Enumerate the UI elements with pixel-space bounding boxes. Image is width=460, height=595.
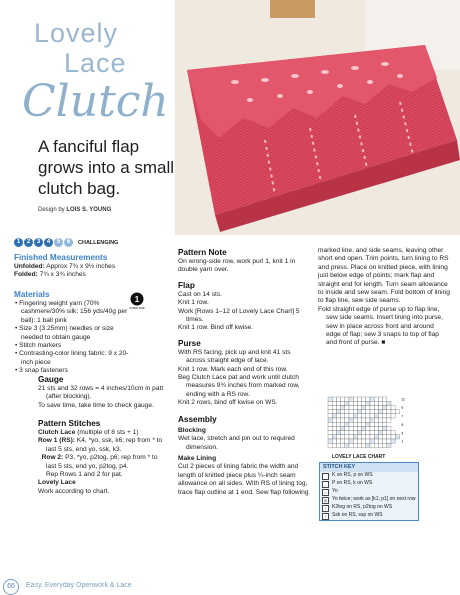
flap-line: Knit 1 row. — [178, 299, 209, 307]
chart-cell — [332, 443, 336, 447]
chart-cell — [332, 418, 336, 422]
chart-cell — [336, 443, 340, 447]
chart-cell — [349, 435, 353, 439]
lining-text: Cut 2 pieces of lining fabric the width and length of knitted piece plus ¼-inch seam allowance on all sides. With RS of lining tog, trace flap outline at 1 end. Sew flap following — [178, 463, 309, 496]
chart-cell — [362, 439, 366, 443]
chart-cell — [357, 397, 361, 401]
skill-level — [14, 238, 118, 247]
chart-row-number: 7 — [401, 414, 404, 419]
k2tog-symbol-icon: / — [322, 505, 329, 512]
chart-cell — [370, 397, 374, 401]
chart-cell — [353, 414, 357, 418]
chart-cell — [374, 426, 378, 430]
purse-heading: Purse — [178, 338, 201, 348]
rep-line: Rep Rows 1 and 2 for pat. — [46, 471, 123, 479]
chart-cell — [353, 410, 357, 414]
chart-cell — [391, 405, 395, 409]
chart-cell — [332, 405, 336, 409]
key-text: K2tog on RS, p2tog on WS — [332, 504, 393, 510]
chart-cell — [349, 422, 353, 426]
chart-cell — [374, 414, 378, 418]
chart-cell — [370, 431, 374, 435]
flap-heading: Flap — [178, 280, 195, 290]
chart-cell — [345, 426, 349, 430]
chart-cell — [336, 405, 340, 409]
chart-cell — [353, 431, 357, 435]
chart-cell — [366, 435, 370, 439]
chart-cell — [391, 414, 395, 418]
skill-level-3: 3 — [34, 238, 43, 247]
chart-cell — [362, 410, 366, 414]
chart-cell — [328, 443, 332, 447]
chart-cell — [374, 439, 378, 443]
chart-cell — [336, 422, 340, 426]
lovely-lace-chart — [318, 395, 428, 460]
lead-text: A fanciful flap grows into a small clutch bag. — [38, 137, 175, 198]
chart-cell — [362, 422, 366, 426]
key-row — [320, 488, 418, 496]
chart-cell — [328, 410, 332, 414]
gauge-note: To save time, take time to check gauge. — [38, 401, 154, 409]
material-text: Contrasting-color lining fabric: 9 x 20-inch piece — [19, 350, 129, 366]
chart-cell — [378, 397, 382, 401]
skill-label: CHALLENGING — [78, 239, 119, 246]
chart-cell — [332, 410, 336, 414]
chart-cell — [336, 414, 340, 418]
chart-cell — [341, 397, 345, 401]
chart-cell — [345, 422, 349, 426]
chart-row-number: 9 — [401, 406, 404, 411]
chart-cell — [378, 401, 382, 405]
key-text: Yo twice; work as [k1, p1] on next row — [332, 496, 416, 502]
chart-cell — [370, 439, 374, 443]
chart-cell — [341, 443, 345, 447]
gauge-section — [38, 374, 166, 410]
book-title-footer: Easy, Everyday Openwork & Lace — [26, 582, 132, 589]
skill-level-2: 2 — [24, 238, 33, 247]
flap-line: Knit 1 row. Bind off kwise. — [178, 324, 254, 332]
chart-cell — [378, 414, 382, 418]
gauge-text: 21 sts and 32 rows = 4 inches/10cm in patt (after blocking). — [38, 385, 164, 401]
chart-cell — [387, 405, 391, 409]
row1 — [38, 437, 168, 454]
chart-cell — [353, 405, 357, 409]
key-text: P on RS, k on WS — [332, 480, 373, 486]
row2-text: P3, *yo, p2tog, p6; rep from * to last 5 sts, end yo, p2tog, p4. — [46, 454, 158, 470]
chart-cell — [370, 401, 374, 405]
chart-cell — [378, 405, 382, 409]
chart-cell — [349, 431, 353, 435]
chart-cell — [374, 435, 378, 439]
chart-cell — [391, 431, 395, 435]
chart-cell — [353, 422, 357, 426]
chart-cell — [387, 439, 391, 443]
chart-cell — [395, 435, 399, 439]
chart-cell — [345, 418, 349, 422]
col3-text-2-body: Fold straight edge of purse up to flap line, sew side seams. Insert lining into purse, sew in place across front and around edge of flap; sew 3 snaps to top of flap and front of purse. — [318, 305, 443, 347]
chart-cell — [353, 397, 357, 401]
chart-cell — [349, 443, 353, 447]
clutch-photo — [175, 0, 460, 235]
chart-cell — [357, 401, 361, 405]
chart-caption: LOVELY LACE CHART — [332, 454, 386, 460]
chart-cell — [362, 443, 366, 447]
chart-cell — [328, 426, 332, 430]
chart-cell — [349, 410, 353, 414]
chart-cell — [357, 410, 361, 414]
chart-cell — [345, 439, 349, 443]
chart-cell — [374, 431, 378, 435]
chart-cell — [370, 422, 374, 426]
chart-cell — [332, 422, 336, 426]
blocking-text: Wet lace, stretch and pin out to required dimension. — [178, 435, 295, 451]
unfolded-label: Unfolded: — [14, 263, 45, 270]
chart-cell — [378, 426, 382, 430]
chart-cell — [357, 426, 361, 430]
chart-cell — [353, 443, 357, 447]
chart-cell — [341, 439, 345, 443]
chart-cell — [357, 435, 361, 439]
chart-cell — [362, 405, 366, 409]
materials-heading: Materials — [14, 290, 50, 299]
chart-cell — [349, 426, 353, 430]
clutch-lace-line — [38, 429, 168, 437]
chart-cell — [332, 435, 336, 439]
chart-cell — [328, 418, 332, 422]
chart-cell — [328, 405, 332, 409]
finished-section — [14, 252, 164, 280]
chart-cell — [366, 439, 370, 443]
material-text: Size 3 (3.25mm) needles or size needed to obtain gauge — [19, 325, 114, 341]
col3-text-2 — [318, 306, 450, 348]
key-row — [320, 512, 418, 520]
chart-cell — [362, 435, 366, 439]
chart-cell — [357, 439, 361, 443]
chart-cell — [387, 443, 391, 447]
chart-row-number: 3 — [401, 431, 404, 436]
folded-value: 7¾ x 3¾ inches — [39, 271, 86, 279]
chart-cell — [387, 414, 391, 418]
chart-cell — [383, 410, 387, 414]
chart-cell — [345, 401, 349, 405]
chart-cell — [378, 439, 382, 443]
chart-cell — [366, 410, 370, 414]
clutch-lace-mult: (multiple of 8 sts + 1) — [77, 429, 139, 436]
chart-cell — [374, 422, 378, 426]
chart-cell — [383, 401, 387, 405]
chart-cell — [328, 435, 332, 439]
chart-cell — [387, 435, 391, 439]
chart-cell — [349, 405, 353, 409]
chart-cell — [341, 405, 345, 409]
purse-line: Knit 1 row. Mark each end of this row. — [178, 365, 288, 373]
chart-cell — [387, 401, 391, 405]
chart-cell — [366, 422, 370, 426]
chart-cell — [374, 405, 378, 409]
chart-cell — [357, 418, 361, 422]
chart-cell — [383, 426, 387, 430]
chart-cell — [378, 418, 382, 422]
chart-cell — [378, 431, 382, 435]
chart-cell — [362, 431, 366, 435]
chart-cell — [341, 418, 345, 422]
chart-cell — [370, 414, 374, 418]
chart-cell — [345, 435, 349, 439]
chart-cell — [353, 439, 357, 443]
chart-cell — [383, 397, 387, 401]
chart-cell — [345, 443, 349, 447]
chart-cell — [383, 435, 387, 439]
materials-section — [14, 289, 132, 376]
chart-cell — [383, 418, 387, 422]
yarn-weight-icon — [130, 292, 144, 310]
chart-cell — [332, 401, 336, 405]
key-row — [320, 496, 418, 504]
chart-cell — [387, 418, 391, 422]
purse-line: Knit 2 rows, bind off kwise on WS. — [178, 399, 278, 407]
chart-cell — [362, 426, 366, 430]
chart-cell — [366, 397, 370, 401]
stitch-key-heading: STITCH KEY — [320, 463, 418, 472]
chart-cell — [370, 435, 374, 439]
chart-cell — [391, 439, 395, 443]
stitches-heading: Pattern Stitches — [38, 419, 101, 428]
ssk-symbol-icon: \ — [322, 513, 329, 520]
chart-cell — [383, 422, 387, 426]
chart-row-number: 5 — [401, 422, 404, 427]
material-item: • Fingering weight yarn (70% cashmere/30% silk; 156 yds/40g per ball): 1 ball pink — [15, 300, 128, 324]
chart-cell — [332, 397, 336, 401]
chart-cell — [374, 443, 378, 447]
chart-cell — [374, 410, 378, 414]
chart-cell — [336, 401, 340, 405]
chart-grid — [318, 395, 428, 449]
chart-cell — [374, 397, 378, 401]
chart-cell — [332, 431, 336, 435]
chart-cell — [383, 405, 387, 409]
material-item: • Contrasting-color lining fabric: 9 x 20-inch piece — [15, 350, 129, 366]
chart-cell — [383, 439, 387, 443]
lining-label: Make Lining — [178, 454, 217, 462]
chart-cell — [341, 414, 345, 418]
material-item: • 3 snap fasteners — [15, 367, 68, 375]
knit-symbol-icon — [322, 473, 329, 480]
chart-cell — [349, 439, 353, 443]
chart-cell — [332, 414, 336, 418]
chart-cell — [328, 397, 332, 401]
chart-cell — [328, 422, 332, 426]
title-line-3: Clutch — [22, 76, 169, 127]
lovely-lace-text: Work according to chart. — [38, 487, 110, 495]
key-text: K on RS, p on WS — [332, 472, 373, 478]
chart-cell — [378, 435, 382, 439]
chart-cell — [362, 401, 366, 405]
row2 — [38, 454, 168, 471]
chart-cell — [341, 435, 345, 439]
chart-cell — [366, 401, 370, 405]
designer-name: LOIS S. YOUNG — [66, 207, 112, 213]
yo-twice-symbol-icon: ◎ — [323, 498, 328, 503]
key-row — [320, 480, 418, 488]
row1-text: K4, *yo, ssk, k6; rep from * to last 5 sts, end yo, ssk, k3. — [46, 437, 163, 453]
chart-cell — [341, 426, 345, 430]
chart-cell — [353, 426, 357, 430]
yarn-weight-number: 1 — [134, 295, 140, 304]
material-item: • Size 3 (3.25mm) needles or size needed to obtain gauge — [15, 325, 114, 341]
chart-cell — [345, 431, 349, 435]
chart-cell — [341, 410, 345, 414]
purse-line: With RS facing, pick up and knit 41 sts across straight edge of lace. — [178, 348, 291, 365]
chart-cell — [328, 414, 332, 418]
chart-cell — [345, 405, 349, 409]
chart-cell — [328, 401, 332, 405]
end-mark: ■ — [381, 339, 386, 347]
chart-cell — [341, 422, 345, 426]
flap-line: Cast on 14 sts. — [178, 290, 222, 298]
chart-cell — [387, 426, 391, 430]
chart-cell — [391, 410, 395, 414]
row1-label: Row 1 (RS): — [38, 437, 75, 445]
chart-cell — [366, 431, 370, 435]
clutch-illustration — [175, 0, 460, 235]
folded-line — [14, 271, 164, 279]
key-text: Yo — [332, 488, 338, 494]
material-text: Stitch markers — [19, 342, 62, 350]
title-line-2: Lace — [64, 48, 127, 78]
gauge-heading: Gauge — [38, 375, 64, 384]
chart-cell — [362, 397, 366, 401]
skill-level-1: 1 — [14, 238, 23, 247]
skill-level-4: 4 — [44, 238, 53, 247]
chart-cell — [336, 418, 340, 422]
purl-symbol-icon: – — [322, 481, 329, 488]
chart-cell — [391, 435, 395, 439]
chart-cell — [353, 418, 357, 422]
chart-cell — [383, 414, 387, 418]
unfolded-value: Approx 7¾ x 9½ inches — [46, 263, 116, 270]
yarn-weight-label: SUPER FINE — [129, 307, 145, 310]
material-text: 3 snap fasteners — [19, 367, 68, 375]
title-line-1: Lovely — [34, 18, 119, 48]
yo-symbol-icon: ○ — [322, 489, 329, 496]
chart-cell — [345, 410, 349, 414]
stitches-section — [38, 418, 168, 496]
key-row — [320, 472, 418, 480]
chart-cell — [336, 431, 340, 435]
finished-heading: Finished Measurements — [14, 253, 108, 262]
column-2 — [178, 247, 310, 497]
chart-row-number: 1 — [401, 439, 404, 444]
chart-cell — [374, 418, 378, 422]
chart-cell — [357, 431, 361, 435]
chart-cell — [378, 410, 382, 414]
chart-cell — [383, 443, 387, 447]
column-3 — [318, 247, 450, 348]
chart-cell — [366, 414, 370, 418]
chart-cell — [357, 443, 361, 447]
chart-cell — [332, 426, 336, 430]
col3-text-1: marked line, and side seams, leaving other short end open. Trim points, turn lining to RS and press. Place on knitted piece, with lining just below edge of points; mark flap and straight end for length. Turn seam allowance to inside and sew seam. Fold bottom of lining to flap line, sew side seams. — [318, 247, 450, 305]
key-row — [320, 504, 418, 512]
chart-cell — [328, 431, 332, 435]
chart-cell — [336, 426, 340, 430]
chart-cell — [387, 410, 391, 414]
chart-cell — [341, 431, 345, 435]
chart-cell — [357, 405, 361, 409]
chart-cell — [357, 422, 361, 426]
pattern-note-heading: Pattern Note — [178, 248, 227, 257]
byline — [38, 207, 111, 213]
material-text: Fingering weight yarn (70% cashmere/30% silk; 156 yds/40g per ball): 1 ball pink — [19, 300, 128, 324]
chart-cell — [336, 410, 340, 414]
pattern-note-text: On wrong-side row, work purl 1, knit 1 in double yarn over. — [178, 258, 296, 274]
page-number: 66 — [3, 579, 19, 595]
flap-line: Work [Rows 1–12 of Lovely Lace Chart] 5 times. — [178, 307, 300, 324]
chart-cell — [345, 414, 349, 418]
chart-cell — [345, 397, 349, 401]
chart-row-number: 11 — [401, 397, 405, 402]
chart-cell — [370, 410, 374, 414]
chart-cell — [378, 422, 382, 426]
chart-cell — [370, 443, 374, 447]
chart-cell — [349, 397, 353, 401]
chart-cell — [328, 439, 332, 443]
chart-cell — [336, 439, 340, 443]
chart-cell — [362, 414, 366, 418]
chart-cell — [349, 418, 353, 422]
chart-cell — [353, 435, 357, 439]
chart-cell — [349, 401, 353, 405]
chart-cell — [366, 405, 370, 409]
chart-cell — [366, 418, 370, 422]
key-text: Ssk on RS, ssp on WS — [332, 512, 383, 518]
purse-line: Beg Clutch Lace pat and work until clutch measures 9¾ inches from marked row, ending with a RS row. — [178, 374, 300, 398]
assembly-heading: Assembly — [178, 414, 217, 424]
row2-label: Row 2: — [41, 454, 64, 462]
stitch-key — [319, 462, 419, 521]
chart-cell — [370, 405, 374, 409]
chart-cell — [349, 414, 353, 418]
material-item: • Stitch markers — [15, 342, 62, 350]
folded-label: Folded: — [14, 271, 38, 279]
byline-prefix: Design by — [38, 207, 65, 213]
skill-level-5: 5 — [54, 238, 63, 247]
chart-cell — [353, 401, 357, 405]
chart-cell — [366, 426, 370, 430]
chart-cell — [366, 443, 370, 447]
chart-cell — [370, 418, 374, 422]
clutch-lace-label: Clutch Lace — [38, 429, 76, 436]
chart-cell — [362, 418, 366, 422]
skill-level-6: 6 — [64, 238, 73, 247]
chart-cell — [383, 431, 387, 435]
unfolded-line — [14, 263, 164, 271]
chart-cell — [370, 426, 374, 430]
chart-cell — [332, 439, 336, 443]
chart-cell — [387, 431, 391, 435]
chart-cell — [341, 401, 345, 405]
chart-cell — [336, 397, 340, 401]
chart-cell — [357, 414, 361, 418]
chart-cell — [378, 443, 382, 447]
lovely-lace-label: Lovely Lace — [38, 479, 76, 487]
chart-cell — [374, 401, 378, 405]
chart-cell — [395, 410, 399, 414]
blocking-label: Blocking — [178, 426, 206, 434]
chart-cell — [336, 435, 340, 439]
